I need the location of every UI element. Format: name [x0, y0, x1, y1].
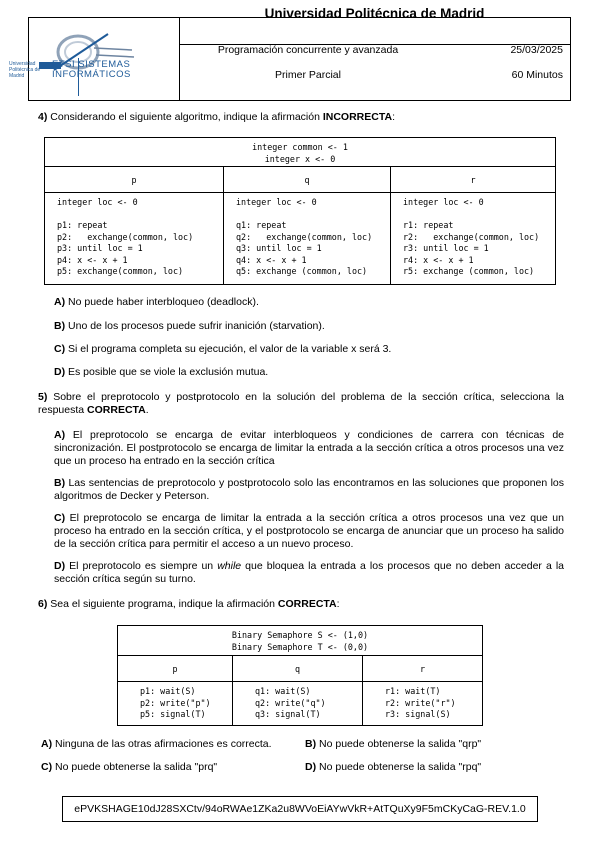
question-4 — [38, 111, 568, 124]
q6-program-table — [117, 625, 483, 726]
process-header-r: r — [419, 664, 426, 674]
university-title: Universidad Politécnica de Madrid — [264, 6, 485, 21]
process-code-q: q1: wait(S) q2: write("q") q3: signal(T) — [255, 686, 326, 719]
option-text: Uno de los procesos puede sufrir inanición (starvation). — [68, 320, 325, 332]
question-keyword: INCORRECTA — [322, 111, 393, 123]
global-var-line: Binary Semaphore S <- (1,0) — [231, 630, 369, 640]
q6-option-b[interactable] — [305, 738, 481, 751]
process-code-p: integer loc <- 0 p1: repeat p2: exchange(common, loc) p3: until loc = 1 p4: x <- x + 1 p5: exchange(common, loc) — [57, 197, 194, 276]
option-text: No puede obtenerse la salida "qrp" — [319, 738, 482, 750]
exam-version-code: ePVKSHAGE10dJ28SXCtv/94oRWAe1ZKa2u8WVoEiAYwVkR+AtTQuXy9F5mCKyCaG-REV.1.0 — [62, 796, 538, 822]
process-header-q: q — [304, 175, 310, 185]
logo-divider — [78, 58, 79, 96]
option-label: D) — [54, 560, 66, 572]
question-text: Sea el siguiente programa, indique la afirmación — [50, 598, 278, 610]
q4-option-a[interactable] — [54, 296, 259, 309]
option-text: Ninguna de las otras afirmaciones es correcta. — [55, 738, 272, 750]
q6-option-d[interactable] — [305, 761, 481, 774]
option-label: D) — [305, 761, 317, 773]
option-text: Las sentencias de preprotocolo y postprotocolo solo las encontramos en las soluciones que proponen los algoritmos de Decker y Peterson. — [54, 477, 564, 502]
option-label: A) — [54, 296, 66, 308]
q5-option-d[interactable] — [54, 560, 564, 586]
global-var-line: Binary Semaphore T <- (0,0) — [231, 641, 369, 652]
question-number: 5) — [38, 391, 48, 403]
option-text-italic: while — [217, 560, 242, 572]
option-label: D) — [54, 366, 66, 378]
q4-algorithm-table — [44, 137, 556, 285]
school-name — [52, 60, 131, 80]
process-header-q: q — [294, 664, 301, 674]
option-text: Si el programa completa su ejecución, el valor de la variable x será 3. — [68, 343, 392, 355]
option-text: Es posible que se viole la exclusión mutua. — [68, 366, 269, 378]
option-text: No puede obtenerse la salida "rpq" — [319, 761, 482, 773]
logo-university-text: Universidad Politécnica de Madrid — [9, 61, 41, 79]
question-number: 4) — [38, 111, 48, 123]
option-text: El preprotocolo se encarga de evitar interbloqueos y condiciones de carrera con técnicas de sincronización. El postprotocolo se encarga de limitar la entrada a la sección crítica a otros procesos una vez que un proceso ha entrado en la sección crítica — [54, 429, 564, 467]
process-header-p: p — [172, 664, 178, 674]
process-header-r: r — [470, 175, 476, 185]
school-name-line2: INFORMÁTICOS — [52, 69, 131, 80]
q5-option-a[interactable] — [54, 429, 564, 468]
global-var-line: integer common <- 1 — [252, 142, 348, 152]
process-code-r: integer loc <- 0 r1: repeat r2: exchange(common, loc) r3: until loc = 1 r4: x <- x + 1 r5: exchange (common, loc) — [403, 197, 540, 276]
option-label: B) — [305, 738, 317, 750]
process-header-p: p — [131, 175, 137, 185]
question-text: Considerando el siguiente algoritmo, indique la afirmación — [50, 111, 323, 123]
q4-option-b[interactable] — [54, 320, 325, 333]
question-number: 6) — [38, 598, 48, 610]
option-label: C) — [54, 343, 66, 355]
option-label: B) — [54, 477, 66, 489]
question-text: Sobre el preprotocolo y postprotocolo en la solución del problema de la sección crítica, selecciona la respuesta — [38, 391, 564, 416]
option-text-end: que bloquea la entrada a los procesos que no deben acceder a la sección crítica según su turno. — [54, 560, 564, 585]
option-label: B) — [54, 320, 66, 332]
question-6 — [38, 598, 564, 611]
question-text-end: : — [392, 111, 395, 123]
process-code-q: integer loc <- 0 q1: repeat q2: exchange(common, loc) q3: until loc = 1 q4: x <- x + 1 q5: exchange (common, loc) — [236, 197, 373, 276]
q6-option-a[interactable] — [41, 738, 272, 751]
question-keyword: CORRECTA — [87, 404, 146, 416]
q5-option-c[interactable] — [54, 512, 564, 551]
option-label: C) — [54, 512, 66, 524]
exam-duration: 60 Minutos — [511, 69, 563, 81]
option-text: El preprotocolo se encarga de limitar la entrada a la sección crítica a otros procesos una vez que un proceso ha entrado en la sección crítica, y el postprotocolo se encarga de anunciar que un proceso ha salido de la sección crítica para permitir el acceso a un nuevo proceso. — [54, 512, 564, 550]
school-name-line1: ETSI SISTEMAS — [52, 59, 131, 70]
q5-option-b[interactable] — [54, 477, 564, 503]
question-text-end: . — [145, 404, 149, 416]
q4-option-c[interactable] — [54, 343, 391, 356]
option-text: No puede obtenerse la salida "prq" — [55, 761, 218, 773]
option-label: C) — [41, 761, 53, 773]
global-var-line: integer x <- 0 — [264, 153, 336, 164]
q6-option-c[interactable] — [41, 761, 217, 774]
course-name: Programación concurrente y avanzada — [217, 44, 399, 56]
option-label: A) — [54, 429, 66, 441]
option-text: El preprotocolo es siempre un — [69, 560, 218, 572]
option-label: A) — [41, 738, 53, 750]
question-keyword: CORRECTA — [277, 598, 337, 610]
question-5 — [38, 391, 564, 417]
process-code-r: r1: wait(T) r2: write("r") r3: signal(S) — [385, 686, 456, 719]
option-text: No puede haber interbloqueo (deadlock). — [68, 296, 259, 308]
process-code-p: p1: wait(S) p2: write("p") p5: signal(T) — [140, 686, 211, 719]
q4-option-d[interactable] — [54, 366, 268, 379]
exam-title: Primer Parcial — [275, 69, 341, 81]
question-text-end: : — [336, 598, 340, 610]
exam-date: 25/03/2025 — [510, 44, 563, 56]
